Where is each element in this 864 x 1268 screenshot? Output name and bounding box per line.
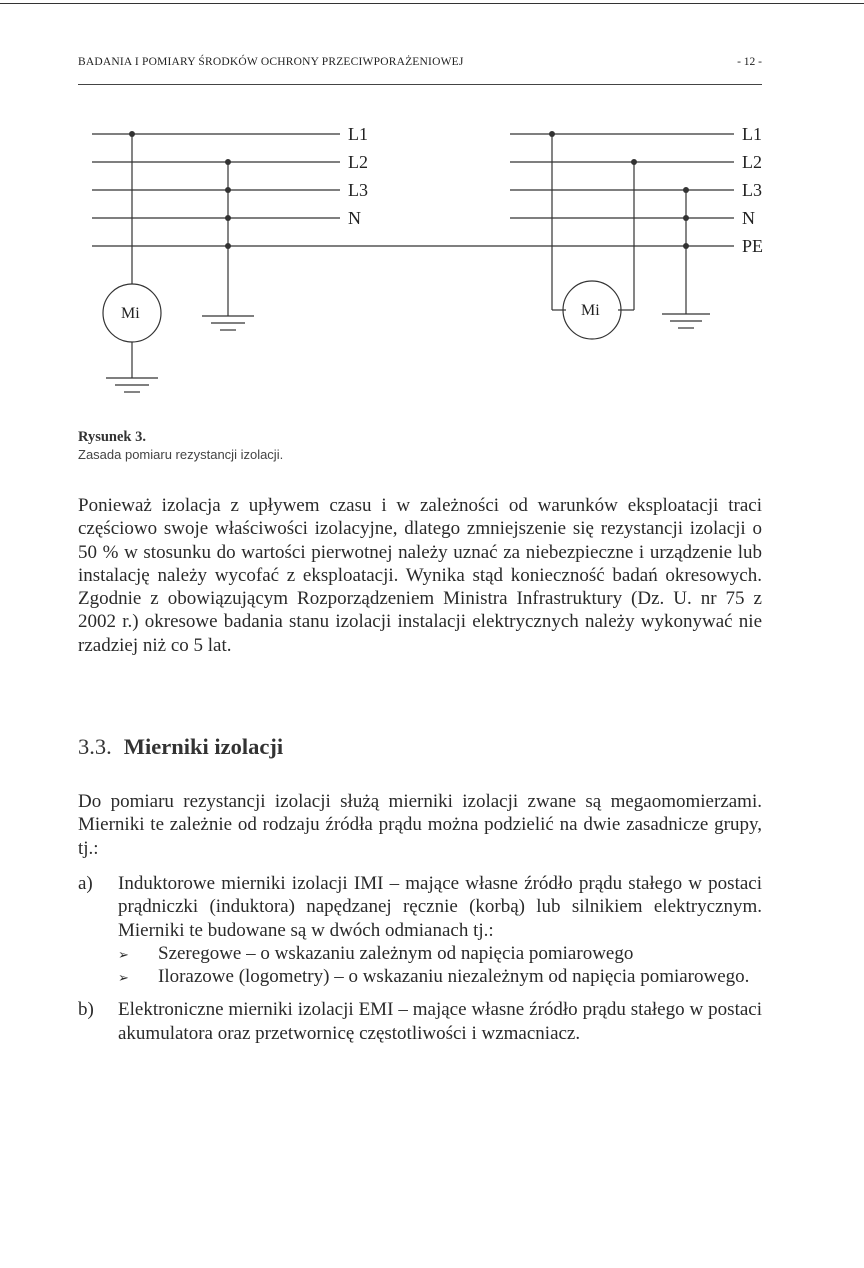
paragraph-meters-intro: Do pomiaru rezystancji izolacji służą mierniki izolacji zwane są megaomomierzami. Mierniki te zależnie od rodzaju źródła prądu można podzielić na dwie zasadnicze grupy, tj.: xyxy=(78,791,762,859)
figure-caption xyxy=(78,428,762,464)
sub-item-1 xyxy=(118,942,762,965)
top-rule xyxy=(0,3,864,4)
caption-title: Rysunek 3. xyxy=(78,429,146,445)
right-label-l1: L1 xyxy=(742,124,762,144)
list-item-b xyxy=(78,998,762,1045)
paragraph-periodic-tests: Ponieważ izolacja z upływem czasu i w zależności od warunków eksploatacji traci częściowo swoje właściwości izolacyjne, dlatego zmniejszenie się rezystancji izolacji o 50 % w stosunku do wartości pierwotnej należy uznać za niebezpieczne i urządzenie lub instalację należy wycofać z eksploatacji. Wynika stąd konieczność badań okresowych. Zgodnie z obowiązującym Rozporządzeniem Ministra Infrastruktury (Dz. U. nr 75 z 2002 r.) okresowe badania stanu izolacji instalacji elektrycznych należy wykonywać nie rzadziej niż co 5 lat. xyxy=(78,495,762,656)
running-header xyxy=(78,56,762,76)
arrow-bullet-icon: ➢ xyxy=(118,970,129,986)
sub-item-2 xyxy=(118,965,762,988)
section-title: Mierniki izolacji xyxy=(123,734,284,759)
list-marker-a: a) xyxy=(78,873,93,894)
meter-types-list xyxy=(78,872,762,1045)
list-item-a-text: Induktorowe mierniki izolacji IMI – mające własne źródło prądu stałego w postaci prądniczki (induktora) napędzanej ręcznie (korbą) lub silnikiem elektrycznym. Mierniki te budowane są w dwóch odmianach tj.: xyxy=(118,873,762,941)
list-marker-b: b) xyxy=(78,999,94,1021)
sub-item-1-text: Szeregowe – o wskazaniu zależnym od napięcia pomiarowego xyxy=(158,942,634,964)
circuit-diagram xyxy=(78,110,778,410)
header-title: BADANIA I POMIARY ŚRODKÓW OCHRONY PRZECIWPORAŻENIOWEJ xyxy=(78,56,464,68)
list-item-a xyxy=(78,872,762,988)
left-label-l1: L1 xyxy=(348,124,368,144)
left-label-n: N xyxy=(348,208,361,228)
sub-item-2-text: Ilorazowe (logometry) – o wskazaniu niezależnym od napięcia pomiarowego. xyxy=(158,966,750,988)
arrow-bullet-icon: ➢ xyxy=(118,946,129,962)
figure-insulation-diagram xyxy=(78,110,778,410)
right-meter-label: Mi xyxy=(581,302,600,319)
section-number: 3.3. xyxy=(78,734,112,759)
list-item-b-text: Elektroniczne mierniki izolacji EMI – mające własne źródło prądu stałego w postaci akumulatora oraz przetwornicę częstotliwości i wzmacniacz. xyxy=(118,999,762,1044)
left-meter-label: Mi xyxy=(121,305,140,322)
page-number: - 12 - xyxy=(737,56,762,68)
section-heading xyxy=(78,734,283,760)
caption-text: Zasada pomiaru rezystancji izolacji. xyxy=(78,447,284,462)
right-label-l2: L2 xyxy=(742,152,762,172)
right-label-n: N xyxy=(742,208,755,228)
left-label-l2: L2 xyxy=(348,152,368,172)
left-label-l3: L3 xyxy=(348,180,368,200)
right-label-pe: PE xyxy=(742,236,764,256)
header-rule xyxy=(78,84,762,85)
right-label-l3: L3 xyxy=(742,180,762,200)
